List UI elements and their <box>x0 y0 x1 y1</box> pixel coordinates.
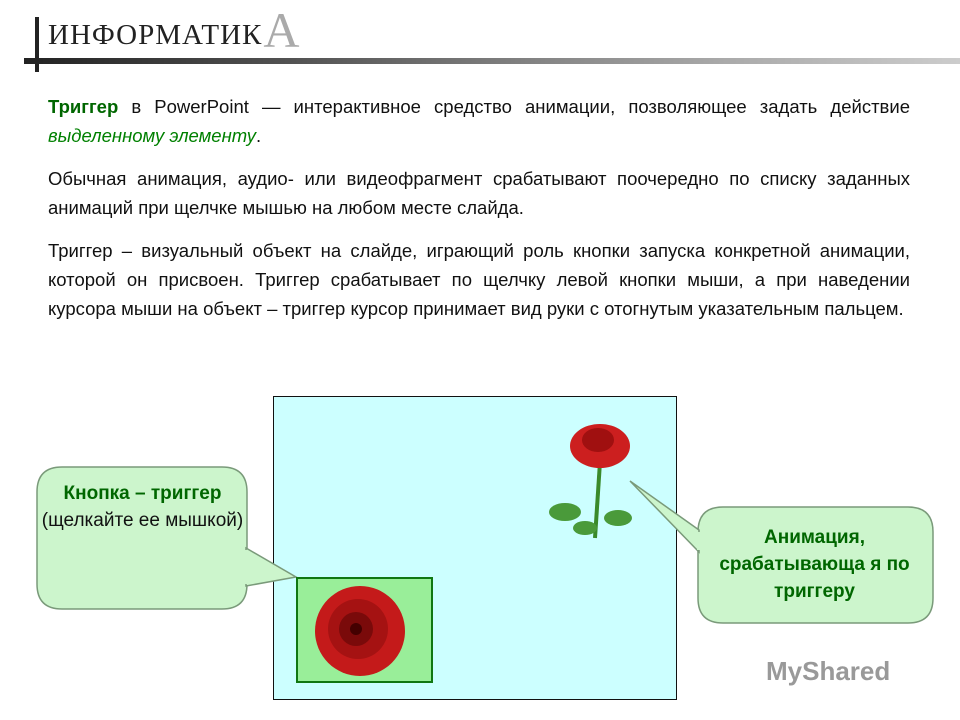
callout-left-subtitle: (щелкайте ее мышкой) <box>41 510 244 531</box>
trigger-button[interactable] <box>296 577 433 683</box>
logo-text: ИНФОРМАТИК <box>48 19 263 51</box>
watermark: MyShared <box>766 656 891 686</box>
text: в PowerPoint — интерактивное средство анимации, позволяющее задать действие <box>118 96 910 117</box>
rose-with-stem-image <box>549 424 632 538</box>
term: Триггер <box>48 96 119 117</box>
text: . <box>256 125 262 146</box>
italic-term: выделенному элементу <box>48 125 257 146</box>
callout-left <box>40 480 245 534</box>
callout-left-title: Кнопка – триггер <box>63 483 222 504</box>
rose-image <box>298 579 431 681</box>
logo-letter: А <box>263 2 300 58</box>
paragraph-2: Обычная анимация, аудио- или видеофрагмент срабатывают поочередно по списку заданных анимаций при щелчке мышью на любом месте слайда. <box>48 168 910 218</box>
callout-right-tail <box>630 481 699 552</box>
paragraph-3: Триггер – визуальный объект на слайде, играющий роль кнопки запуска конкретной анимации, которой он присвоен. Триггер срабатывает по щелчку левой кнопки мыши, а при наведении курсора мыши на объект – триггер курсор принимает вид руки с отогнутым указательным пальцем. <box>48 240 910 319</box>
callout-right-title: Анимация, срабатывающа я по триггеру <box>719 527 910 602</box>
callout-left-tail <box>246 548 296 586</box>
